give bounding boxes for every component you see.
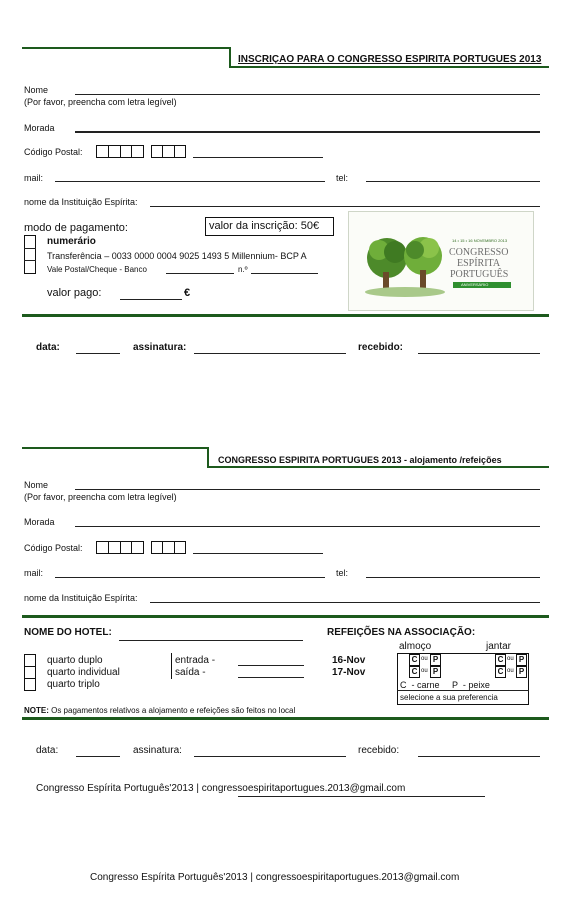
nome-label: Nome (24, 85, 49, 95)
assinatura-label: assinatura: (133, 745, 182, 756)
header-divider-step (207, 447, 209, 468)
jantar-16-c[interactable]: C (495, 654, 506, 666)
mail-label: mail: (24, 173, 44, 183)
vale-postal-label: Vale Postal/Cheque - Banco (47, 265, 147, 274)
assinatura-field[interactable] (194, 353, 346, 354)
codigo-postal-field-4[interactable] (96, 541, 144, 554)
logo-line3: PORTUGUÊS (450, 269, 509, 280)
codigo-postal-label: Código Postal: (24, 543, 83, 553)
localidade-field[interactable] (193, 157, 323, 158)
logo-line2: ESPÍRITA (457, 258, 501, 269)
codigo-postal-field-3[interactable] (151, 145, 186, 158)
numero-field[interactable] (251, 273, 318, 274)
refeicoes-label: REFEIÇÕES NA ASSOCIAÇÃO: (327, 627, 476, 638)
banco-field[interactable] (166, 273, 234, 274)
logo-line1: CONGRESSO (449, 247, 509, 258)
section-divider (22, 717, 549, 720)
footer-contact: Congresso Espírita Português'2013 | congressoespiritaportugues.2013@gmail.com (36, 783, 406, 794)
valor-pago-label: valor pago: (47, 287, 102, 299)
header-divider (22, 47, 230, 49)
numero-symbol: n.º (238, 265, 248, 274)
valor-inscricao: valor da inscrição: 50€ (209, 220, 320, 232)
morada-label: Morada (24, 517, 55, 527)
section-divider (22, 615, 549, 618)
section-divider (22, 314, 549, 317)
tel-label: tel: (336, 173, 349, 183)
quarto-individual-label: quarto individual (47, 667, 120, 678)
footer-underline (238, 796, 485, 797)
numerario-checkbox[interactable] (24, 235, 36, 247)
assinatura-field[interactable] (194, 756, 346, 757)
tel-label: tel: (336, 568, 349, 578)
jantar-17-ou: ou (507, 668, 514, 674)
logo-band-text: ANIVERSÁRIO (461, 282, 489, 287)
almoco-17-c[interactable]: C (409, 666, 420, 678)
entrada-field[interactable] (238, 665, 304, 666)
almoco-16-c[interactable]: C (409, 654, 420, 666)
nome-hint: (Por favor, preencha com letra legível) (24, 97, 177, 107)
header-divider (229, 66, 549, 68)
quarto-triplo-checkbox[interactable] (24, 678, 36, 691)
header-divider-step (229, 47, 231, 68)
nota (24, 705, 295, 717)
morada-field[interactable] (75, 131, 540, 133)
almoco-16-ou: ou (421, 656, 428, 662)
valor-pago-field[interactable] (120, 299, 182, 300)
date-17-nov: 17-Nov (332, 667, 366, 678)
quarto-triplo-label: quarto triplo (47, 679, 100, 690)
morada-label: Morada (24, 123, 55, 133)
jantar-16-ou: ou (507, 656, 514, 662)
jantar-label: jantar (486, 641, 512, 652)
mail-label: mail: (24, 568, 44, 578)
morada-field[interactable] (75, 526, 540, 527)
form-title: INSCRIÇAO PARA O CONGRESSO ESPIRITA PORTUGUES 2013 (238, 54, 542, 65)
localidade-field[interactable] (193, 553, 323, 554)
instituicao-field[interactable] (150, 206, 540, 207)
meal-legend: C - carne P - peixe (400, 680, 490, 690)
mail-field[interactable] (55, 181, 325, 182)
vale-postal-checkbox[interactable] (24, 260, 36, 272)
instituicao-label: nome da Instituição Espírita: (24, 593, 138, 603)
nome-label: Nome (24, 480, 49, 490)
page-footer: Congresso Espírita Português'2013 | congressoespiritaportugues.2013@gmail.com (90, 872, 460, 883)
data-field[interactable] (76, 756, 120, 757)
quarto-duplo-label: quarto duplo (47, 655, 103, 666)
jantar-16-p[interactable]: P (516, 654, 527, 666)
data-label: data: (36, 342, 60, 353)
tree-heads-image (349, 212, 533, 310)
jantar-17-c[interactable]: C (495, 666, 506, 678)
data-field[interactable] (76, 353, 120, 354)
jantar-17-p[interactable]: P (516, 666, 527, 678)
entrada-label: entrada - (175, 655, 216, 666)
instituicao-label: nome da Instituição Espírita: (24, 197, 138, 207)
almoco-17-ou: ou (421, 668, 428, 674)
mail-field[interactable] (55, 577, 325, 578)
form-title: CONGRESSO ESPIRITA PORTUGUES 2013 - alojamento /refeições (218, 455, 502, 465)
almoco-17-p[interactable]: P (430, 666, 441, 678)
numerario-label: numerário (47, 236, 96, 247)
data-label: data: (36, 745, 59, 756)
nota-bold: NOTE: (24, 706, 49, 715)
codigo-postal-label: Código Postal: (24, 147, 83, 157)
recebido-field[interactable] (418, 353, 540, 354)
transferencia-checkbox[interactable] (24, 248, 36, 260)
codigo-postal-field-3[interactable] (151, 541, 186, 554)
recebido-field[interactable] (418, 756, 540, 757)
logo-dates: 14 • 15 • 16 NOVEMBRO 2013 (452, 238, 508, 243)
congress-logo (348, 211, 534, 311)
saida-label: saída - (175, 667, 206, 678)
dates-divider (171, 653, 172, 679)
modo-pagamento-label: modo de pagamento: (24, 222, 128, 234)
hotel-label: NOME DO HOTEL: (24, 627, 112, 638)
saida-field[interactable] (238, 677, 304, 678)
tel-field[interactable] (366, 577, 540, 578)
recebido-label: recebido: (358, 745, 400, 756)
instituicao-field[interactable] (150, 602, 540, 603)
header-divider (22, 447, 208, 449)
nome-hint: (Por favor, preencha com letra legível) (24, 492, 177, 502)
nome-field[interactable] (75, 489, 540, 490)
transferencia-label: Transferência – 0033 0000 0004 9025 1493 5 Millennium- BCP A (47, 251, 307, 261)
nota-text: Os pagamentos relativos a alojamento e refeições são feitos no local (48, 706, 296, 715)
header-divider (207, 466, 549, 468)
tel-field[interactable] (366, 181, 540, 182)
almoco-label: almoço (399, 641, 432, 652)
euro-symbol: € (184, 287, 191, 299)
codigo-postal-field-4[interactable] (96, 145, 144, 158)
hotel-field[interactable] (119, 640, 303, 641)
date-16-nov: 16-Nov (332, 655, 366, 666)
recebido-label: recebido: (358, 342, 404, 353)
meal-selecione: selecione a sua preferencia (400, 693, 498, 702)
assinatura-label: assinatura: (133, 342, 187, 353)
nome-field[interactable] (75, 94, 540, 95)
almoco-16-p[interactable]: P (430, 654, 441, 666)
